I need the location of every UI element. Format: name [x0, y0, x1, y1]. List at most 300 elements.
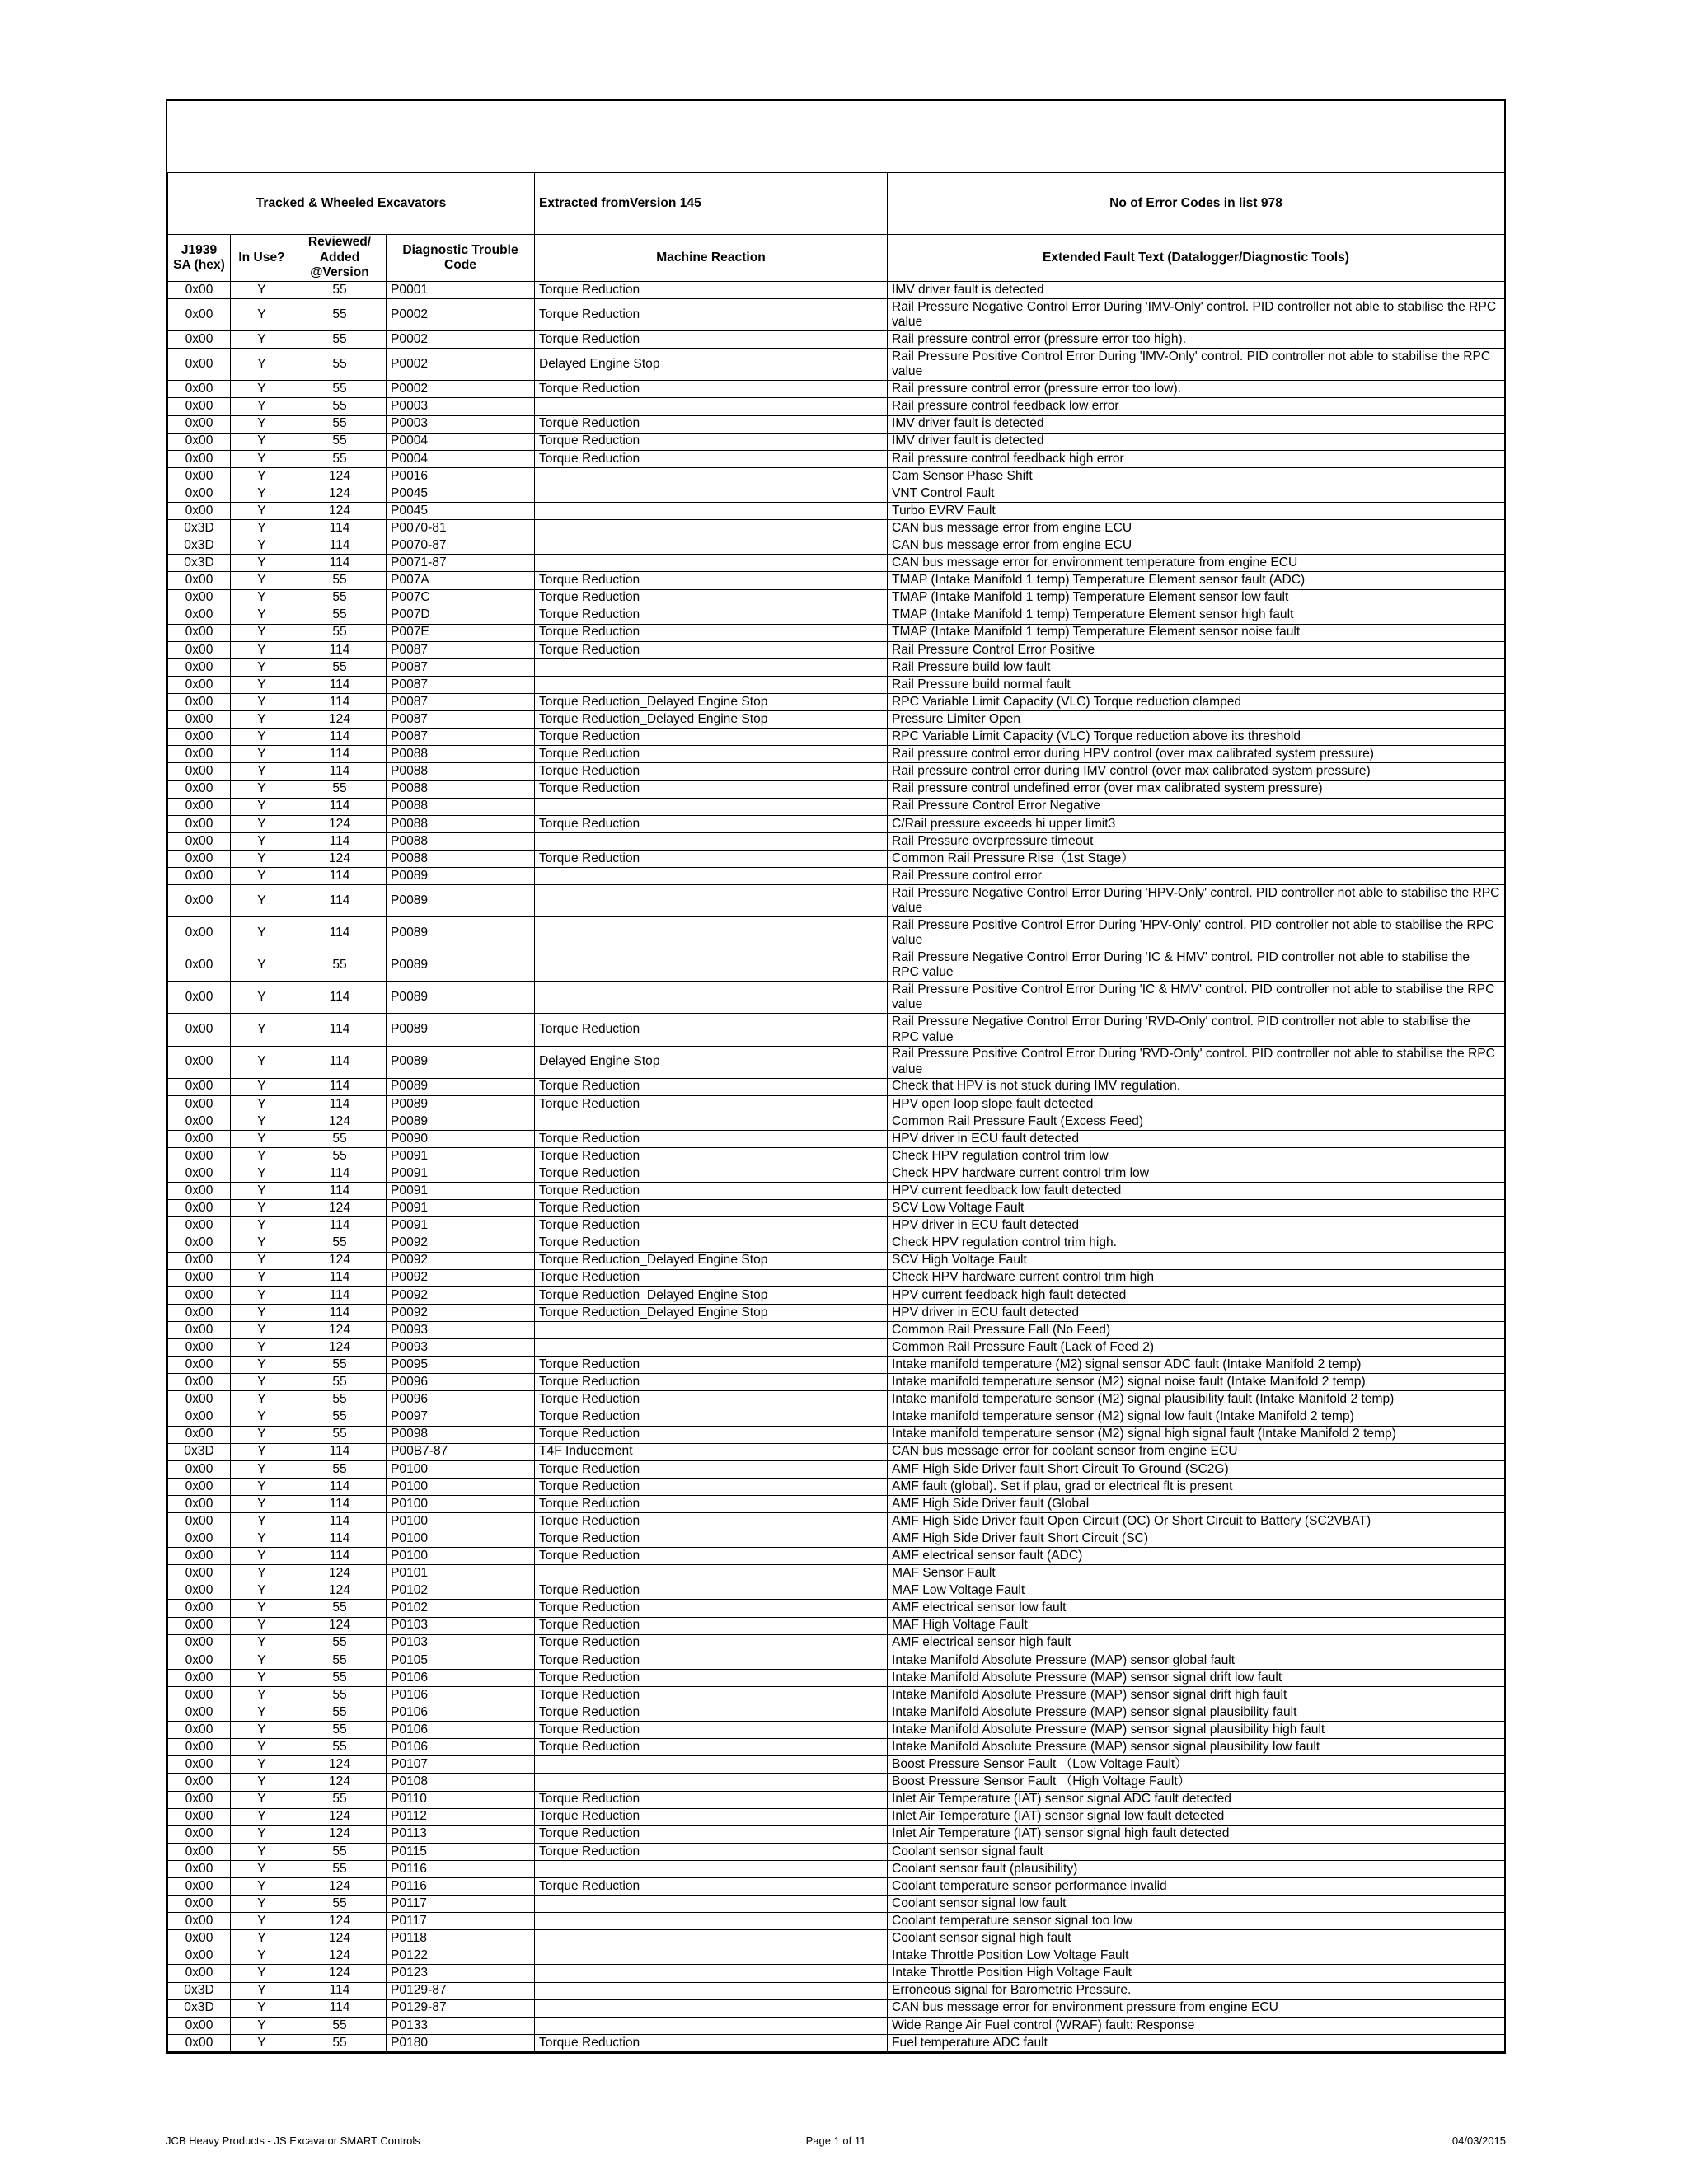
cell-inuse: Y — [231, 485, 293, 502]
cell-sa: 0x00 — [168, 1200, 231, 1217]
col-header-fault-text: Extended Fault Text (Datalogger/Diagnostic Tools) — [888, 235, 1505, 282]
cell-reviewed: 55 — [293, 450, 387, 467]
cell-inuse: Y — [231, 763, 293, 780]
cell-dtc: P0087 — [387, 711, 535, 729]
cell-inuse: Y — [231, 1947, 293, 1965]
cell-dtc: P0071-87 — [387, 555, 535, 572]
cell-reviewed: 55 — [293, 2034, 387, 2051]
cell-fault-text: Inlet Air Temperature (IAT) sensor signal low fault detected — [888, 1808, 1505, 1825]
cell-fault-text: HPV open loop slope fault detected — [888, 1095, 1505, 1113]
cell-fault-text: Rail Pressure Positive Control Error During 'RVD-Only' control. PID controller not able to stabilise the RPC value — [888, 1046, 1505, 1078]
table-row — [168, 415, 1505, 433]
cell-reaction: Torque Reduction_Delayed Engine Stop — [535, 1286, 888, 1304]
cell-reviewed: 114 — [293, 982, 387, 1014]
col-header-sa: J1939 SA (hex) — [168, 235, 231, 282]
cell-reviewed: 114 — [293, 1982, 387, 1999]
cell-reaction: Torque Reduction — [535, 1669, 888, 1686]
cell-dtc: P0093 — [387, 1339, 535, 1357]
cell-fault-text: CAN bus message error from engine ECU — [888, 520, 1505, 537]
cell-reviewed: 55 — [293, 1426, 387, 1443]
cell-inuse: Y — [231, 1686, 293, 1704]
table-row — [168, 1860, 1505, 1877]
table-row — [168, 982, 1505, 1014]
cell-inuse: Y — [231, 503, 293, 520]
cell-reaction: Torque Reduction — [535, 1391, 888, 1408]
cell-dtc: P0100 — [387, 1495, 535, 1512]
table-row — [168, 1947, 1505, 1965]
cell-dtc: P0129-87 — [387, 1982, 535, 1999]
cell-sa: 0x00 — [168, 1860, 231, 1877]
cell-sa: 0x00 — [168, 1669, 231, 1686]
cell-inuse: Y — [231, 850, 293, 867]
cell-fault-text: Rail Pressure Negative Control Error During 'HPV-Only' control. PID controller not able to stabilise the RPC value — [888, 885, 1505, 917]
cell-inuse: Y — [231, 729, 293, 746]
table-row — [168, 433, 1505, 450]
cell-fault-text: Inlet Air Temperature (IAT) sensor signal high fault detected — [888, 1825, 1505, 1843]
cell-sa: 0x00 — [168, 1686, 231, 1704]
cell-fault-text: Intake Manifold Absolute Pressure (MAP) sensor signal plausibility high fault — [888, 1722, 1505, 1739]
cell-dtc: P0089 — [387, 1014, 535, 1046]
cell-fault-text: Rail pressure control error during HPV control (over max calibrated system pressure) — [888, 746, 1505, 763]
cell-sa: 0x00 — [168, 1357, 231, 1374]
cell-fault-text: Pressure Limiter Open — [888, 711, 1505, 729]
cell-inuse: Y — [231, 572, 293, 589]
cell-inuse: Y — [231, 832, 293, 850]
table-row — [168, 1652, 1505, 1669]
cell-inuse: Y — [231, 450, 293, 467]
cell-reviewed: 124 — [293, 850, 387, 867]
cell-reviewed: 55 — [293, 1686, 387, 1704]
cell-reaction: Torque Reduction — [535, 1148, 888, 1165]
cell-reviewed: 114 — [293, 868, 387, 885]
cell-dtc: P0100 — [387, 1548, 535, 1565]
cell-sa: 0x00 — [168, 1896, 231, 1913]
cell-inuse: Y — [231, 641, 293, 658]
cell-sa: 0x3D — [168, 1982, 231, 1999]
cell-reviewed: 114 — [293, 885, 387, 917]
cell-dtc: P0108 — [387, 1774, 535, 1791]
cell-fault-text: AMF High Side Driver fault Open Circuit (OC) Or Short Circuit to Battery (SC2VBAT) — [888, 1513, 1505, 1530]
cell-reaction: Torque Reduction — [535, 572, 888, 589]
cell-fault-text: Intake Throttle Position High Voltage Fault — [888, 1965, 1505, 1982]
cell-reviewed: 114 — [293, 917, 387, 949]
cell-inuse: Y — [231, 381, 293, 398]
extracted-version: Extracted fromVersion 145 — [535, 173, 888, 235]
table-row — [168, 1113, 1505, 1130]
cell-reviewed: 55 — [293, 1634, 387, 1652]
cell-sa: 0x00 — [168, 331, 231, 349]
cell-sa: 0x00 — [168, 1478, 231, 1495]
cell-sa: 0x00 — [168, 2017, 231, 2034]
table-row — [168, 282, 1505, 299]
table-row — [168, 520, 1505, 537]
cell-sa: 0x00 — [168, 868, 231, 885]
table-row — [168, 868, 1505, 885]
cell-sa: 0x00 — [168, 832, 231, 850]
cell-inuse: Y — [231, 282, 293, 299]
cell-fault-text: Rail Pressure Control Error Positive — [888, 641, 1505, 658]
cell-reviewed: 114 — [293, 520, 387, 537]
cell-fault-text: SCV High Voltage Fault — [888, 1252, 1505, 1269]
cell-reaction: Torque Reduction — [535, 1130, 888, 1147]
cell-inuse: Y — [231, 1235, 293, 1252]
info-row — [168, 173, 1505, 235]
table-row — [168, 1825, 1505, 1843]
cell-sa: 0x00 — [168, 589, 231, 607]
table-row — [168, 1877, 1505, 1895]
cell-sa: 0x00 — [168, 982, 231, 1014]
cell-inuse: Y — [231, 2017, 293, 2034]
table-row — [168, 467, 1505, 485]
cell-reaction — [535, 2017, 888, 2034]
cell-reaction: Torque Reduction — [535, 331, 888, 349]
cell-fault-text: Wide Range Air Fuel control (WRAF) fault: Response — [888, 2017, 1505, 2034]
cell-reaction: Torque Reduction — [535, 763, 888, 780]
cell-reaction: Torque Reduction_Delayed Engine Stop — [535, 1304, 888, 1321]
cell-dtc: P0092 — [387, 1304, 535, 1321]
cell-inuse: Y — [231, 1391, 293, 1408]
cell-sa: 0x00 — [168, 1217, 231, 1235]
table-row — [168, 1130, 1505, 1147]
table-row — [168, 1617, 1505, 1634]
cell-sa: 0x3D — [168, 1999, 231, 2017]
cell-inuse: Y — [231, 1408, 293, 1426]
cell-reaction: Torque Reduction — [535, 282, 888, 299]
cell-reviewed: 55 — [293, 2017, 387, 2034]
cell-reviewed: 114 — [293, 641, 387, 658]
cell-reaction: Torque Reduction — [535, 1877, 888, 1895]
cell-inuse: Y — [231, 2034, 293, 2051]
cell-dtc: P0089 — [387, 917, 535, 949]
cell-reaction: Torque Reduction — [535, 607, 888, 624]
cell-sa: 0x00 — [168, 1391, 231, 1408]
cell-reaction: Torque Reduction — [535, 1582, 888, 1600]
cell-reaction: Torque Reduction — [535, 1217, 888, 1235]
cell-dtc: P0089 — [387, 982, 535, 1014]
cell-reviewed: 114 — [293, 1095, 387, 1113]
table-row — [168, 485, 1505, 502]
cell-fault-text: Intake Manifold Absolute Pressure (MAP) sensor signal plausibility fault — [888, 1704, 1505, 1722]
cell-reaction: Torque Reduction — [535, 624, 888, 641]
cell-dtc: P0090 — [387, 1130, 535, 1147]
cell-reviewed: 124 — [293, 1339, 387, 1357]
error-code-count: No of Error Codes in list 978 — [888, 173, 1505, 235]
cell-fault-text: Check HPV hardware current control trim high — [888, 1269, 1505, 1286]
column-header-row — [168, 235, 1505, 282]
cell-dtc: P0102 — [387, 1582, 535, 1600]
cell-reaction: Torque Reduction — [535, 1530, 888, 1548]
table-row — [168, 1165, 1505, 1183]
cell-dtc: P0100 — [387, 1460, 535, 1478]
cell-inuse: Y — [231, 1269, 293, 1286]
cell-sa: 0x00 — [168, 433, 231, 450]
cell-reaction: Torque Reduction — [535, 1183, 888, 1200]
cell-inuse: Y — [231, 1756, 293, 1774]
cell-reviewed: 124 — [293, 1965, 387, 1982]
table-row — [168, 815, 1505, 832]
cell-sa: 0x00 — [168, 1513, 231, 1530]
table-row — [168, 555, 1505, 572]
cell-fault-text: C/Rail pressure exceeds hi upper limit3 — [888, 815, 1505, 832]
cell-inuse: Y — [231, 1982, 293, 1999]
cell-sa: 0x00 — [168, 1565, 231, 1582]
cell-reaction — [535, 1756, 888, 1774]
cell-sa: 0x3D — [168, 1443, 231, 1460]
cell-dtc: P0107 — [387, 1756, 535, 1774]
cell-sa: 0x3D — [168, 555, 231, 572]
cell-dtc: P007D — [387, 607, 535, 624]
cell-fault-text: HPV driver in ECU fault detected — [888, 1217, 1505, 1235]
cell-reaction: Torque Reduction_Delayed Engine Stop — [535, 1252, 888, 1269]
cell-sa: 0x00 — [168, 607, 231, 624]
cell-fault-text: Check that HPV is not stuck during IMV regulation. — [888, 1078, 1505, 1095]
cell-inuse: Y — [231, 331, 293, 349]
cell-dtc: P0088 — [387, 780, 535, 798]
cell-reviewed: 55 — [293, 1652, 387, 1669]
cell-dtc: P0091 — [387, 1183, 535, 1200]
cell-dtc: P0123 — [387, 1965, 535, 1982]
cell-dtc: P0091 — [387, 1217, 535, 1235]
cell-inuse: Y — [231, 1217, 293, 1235]
table-row — [168, 398, 1505, 415]
cell-dtc: P0105 — [387, 1652, 535, 1669]
cell-reaction: Torque Reduction — [535, 1269, 888, 1286]
cell-reaction: Torque Reduction — [535, 1460, 888, 1478]
cell-sa: 0x00 — [168, 1825, 231, 1843]
cell-reaction: Torque Reduction — [535, 1548, 888, 1565]
cell-reaction: Torque Reduction — [535, 1634, 888, 1652]
cell-reaction: Torque Reduction — [535, 1200, 888, 1217]
cell-fault-text: Intake Throttle Position Low Voltage Fault — [888, 1947, 1505, 1965]
cell-reaction: Torque Reduction — [535, 415, 888, 433]
cell-reaction: Torque Reduction — [535, 746, 888, 763]
cell-inuse: Y — [231, 1200, 293, 1217]
cell-inuse: Y — [231, 349, 293, 381]
cell-fault-text: Cam Sensor Phase Shift — [888, 467, 1505, 485]
cell-dtc: P0004 — [387, 450, 535, 467]
cell-sa: 0x00 — [168, 885, 231, 917]
table-row — [168, 694, 1505, 711]
table-row — [168, 1148, 1505, 1165]
cell-sa: 0x00 — [168, 282, 231, 299]
cell-fault-text: Rail Pressure build low fault — [888, 658, 1505, 676]
table-row — [168, 1217, 1505, 1235]
cell-reaction — [535, 1565, 888, 1582]
cell-sa: 0x00 — [168, 1756, 231, 1774]
cell-dtc: P0100 — [387, 1478, 535, 1495]
cell-reaction — [535, 676, 888, 693]
table-row — [168, 763, 1505, 780]
cell-inuse: Y — [231, 982, 293, 1014]
cell-reaction: Torque Reduction — [535, 1652, 888, 1669]
table-row — [168, 1930, 1505, 1947]
cell-dtc: P0115 — [387, 1843, 535, 1860]
cell-fault-text: CAN bus message error from engine ECU — [888, 537, 1505, 555]
cell-inuse: Y — [231, 1478, 293, 1495]
table-row — [168, 1495, 1505, 1512]
cell-reaction — [535, 885, 888, 917]
cell-reviewed: 114 — [293, 555, 387, 572]
cell-fault-text: Intake manifold temperature sensor (M2) signal high signal fault (Intake Manifold 2 temp) — [888, 1426, 1505, 1443]
cell-fault-text: RPC Variable Limit Capacity (VLC) Torque reduction above its threshold — [888, 729, 1505, 746]
table-row — [168, 949, 1505, 982]
cell-reaction — [535, 520, 888, 537]
cell-reaction — [535, 917, 888, 949]
table-row — [168, 1669, 1505, 1686]
cell-inuse: Y — [231, 694, 293, 711]
cell-reviewed: 114 — [293, 1999, 387, 2017]
cell-dtc: P0100 — [387, 1530, 535, 1548]
cell-reviewed: 55 — [293, 349, 387, 381]
table-row — [168, 798, 1505, 815]
table-row — [168, 589, 1505, 607]
footer-doc-title: JCB Heavy Products - JS Excavator SMART Controls — [166, 2135, 420, 2147]
cell-reaction — [535, 467, 888, 485]
cell-reaction — [535, 1339, 888, 1357]
cell-fault-text: Coolant sensor fault (plausibility) — [888, 1860, 1505, 1877]
table-row — [168, 780, 1505, 798]
table-row — [168, 1843, 1505, 1860]
table-row — [168, 1582, 1505, 1600]
cell-reaction: Torque Reduction — [535, 1617, 888, 1634]
cell-sa: 0x00 — [168, 1791, 231, 1808]
cell-reaction — [535, 1930, 888, 1947]
cell-inuse: Y — [231, 711, 293, 729]
cell-inuse: Y — [231, 1965, 293, 1982]
cell-fault-text: CAN bus message error for environment temperature from engine ECU — [888, 555, 1505, 572]
cell-reaction — [535, 537, 888, 555]
cell-sa: 0x00 — [168, 572, 231, 589]
cell-dtc: P0002 — [387, 349, 535, 381]
table-row — [168, 1774, 1505, 1791]
cell-inuse: Y — [231, 1652, 293, 1669]
cell-inuse: Y — [231, 815, 293, 832]
cell-fault-text: AMF electrical sensor high fault — [888, 1634, 1505, 1652]
cell-dtc: P0089 — [387, 1078, 535, 1095]
cell-fault-text: Erroneous signal for Barometric Pressure. — [888, 1982, 1505, 1999]
cell-fault-text: Coolant sensor signal high fault — [888, 1930, 1505, 1947]
cell-reviewed: 55 — [293, 415, 387, 433]
cell-inuse: Y — [231, 1046, 293, 1078]
cell-sa: 0x00 — [168, 798, 231, 815]
cell-reviewed: 114 — [293, 798, 387, 815]
cell-reaction — [535, 1913, 888, 1930]
cell-inuse: Y — [231, 1722, 293, 1739]
cell-fault-text: Inlet Air Temperature (IAT) sensor signal ADC fault detected — [888, 1791, 1505, 1808]
cell-dtc: P0070-87 — [387, 537, 535, 555]
cell-inuse: Y — [231, 1148, 293, 1165]
cell-reaction: Torque Reduction — [535, 299, 888, 331]
cell-reviewed: 55 — [293, 381, 387, 398]
cell-reviewed: 55 — [293, 949, 387, 982]
fault-code-sheet — [166, 99, 1506, 2054]
cell-sa: 0x00 — [168, 658, 231, 676]
cell-reviewed: 114 — [293, 1495, 387, 1512]
cell-sa: 0x00 — [168, 1722, 231, 1739]
cell-fault-text: CAN bus message error for coolant sensor from engine ECU — [888, 1443, 1505, 1460]
cell-sa: 0x00 — [168, 1808, 231, 1825]
cell-sa: 0x00 — [168, 1634, 231, 1652]
cell-inuse: Y — [231, 520, 293, 537]
cell-inuse: Y — [231, 537, 293, 555]
cell-reviewed: 124 — [293, 1774, 387, 1791]
cell-dtc: P007E — [387, 624, 535, 641]
cell-sa: 0x00 — [168, 1286, 231, 1304]
cell-reviewed: 55 — [293, 1860, 387, 1877]
cell-reviewed: 124 — [293, 1617, 387, 1634]
cell-inuse: Y — [231, 1877, 293, 1895]
cell-inuse: Y — [231, 398, 293, 415]
cell-sa: 0x3D — [168, 520, 231, 537]
cell-reaction: Torque Reduction — [535, 1357, 888, 1374]
cell-fault-text: MAF High Voltage Fault — [888, 1617, 1505, 1634]
cell-inuse: Y — [231, 1014, 293, 1046]
cell-sa: 0x00 — [168, 676, 231, 693]
cell-reviewed: 114 — [293, 1304, 387, 1321]
cell-fault-text: TMAP (Intake Manifold 1 temp) Temperature Element sensor high fault — [888, 607, 1505, 624]
col-header-dtc: Diagnostic Trouble Code — [387, 235, 535, 282]
cell-reviewed: 114 — [293, 1286, 387, 1304]
cell-dtc: P007A — [387, 572, 535, 589]
cell-reviewed: 114 — [293, 1443, 387, 1460]
cell-fault-text: TMAP (Intake Manifold 1 temp) Temperature Element sensor fault (ADC) — [888, 572, 1505, 589]
cell-fault-text: CAN bus message error for environment pressure from engine ECU — [888, 1999, 1505, 2017]
cell-fault-text: Rail pressure control undefined error (over max calibrated system pressure) — [888, 780, 1505, 798]
cell-reaction: Torque Reduction — [535, 433, 888, 450]
cell-dtc: P0089 — [387, 1113, 535, 1130]
cell-sa: 0x00 — [168, 349, 231, 381]
cell-dtc: P0095 — [387, 1357, 535, 1374]
cell-reviewed: 114 — [293, 746, 387, 763]
table-row — [168, 1321, 1505, 1338]
cell-reaction — [535, 555, 888, 572]
cell-sa: 0x00 — [168, 1495, 231, 1512]
cell-inuse: Y — [231, 1530, 293, 1548]
table-row — [168, 1269, 1505, 1286]
cell-reaction: Torque Reduction — [535, 1825, 888, 1843]
cell-reviewed: 55 — [293, 1408, 387, 1426]
cell-reaction — [535, 868, 888, 885]
cell-fault-text: Intake Manifold Absolute Pressure (MAP) sensor signal drift low fault — [888, 1669, 1505, 1686]
table-row — [168, 1478, 1505, 1495]
cell-dtc: P0002 — [387, 381, 535, 398]
table-row — [168, 1913, 1505, 1930]
cell-inuse: Y — [231, 1252, 293, 1269]
cell-fault-text: Boost Pressure Sensor Fault （Low Voltage Fault） — [888, 1756, 1505, 1774]
cell-sa: 0x00 — [168, 624, 231, 641]
cell-fault-text: Intake manifold temperature sensor (M2) signal low fault (Intake Manifold 2 temp) — [888, 1408, 1505, 1426]
cell-fault-text: Intake Manifold Absolute Pressure (MAP) sensor signal plausibility low fault — [888, 1739, 1505, 1756]
cell-dtc: P0087 — [387, 676, 535, 693]
cell-reviewed: 114 — [293, 1165, 387, 1183]
cell-reviewed: 124 — [293, 1113, 387, 1130]
cell-reaction — [535, 1113, 888, 1130]
cell-reaction — [535, 1774, 888, 1791]
cell-sa: 0x00 — [168, 1739, 231, 1756]
cell-inuse: Y — [231, 1669, 293, 1686]
cell-inuse: Y — [231, 1357, 293, 1374]
cell-reaction: Torque Reduction_Delayed Engine Stop — [535, 694, 888, 711]
table-row — [168, 1183, 1505, 1200]
cell-fault-text: Rail pressure control feedback high error — [888, 450, 1505, 467]
cell-reviewed: 124 — [293, 711, 387, 729]
table-row — [168, 1252, 1505, 1269]
cell-inuse: Y — [231, 949, 293, 982]
table-row — [168, 607, 1505, 624]
table-row — [168, 1791, 1505, 1808]
cell-inuse: Y — [231, 1825, 293, 1843]
cell-dtc: P0106 — [387, 1704, 535, 1722]
